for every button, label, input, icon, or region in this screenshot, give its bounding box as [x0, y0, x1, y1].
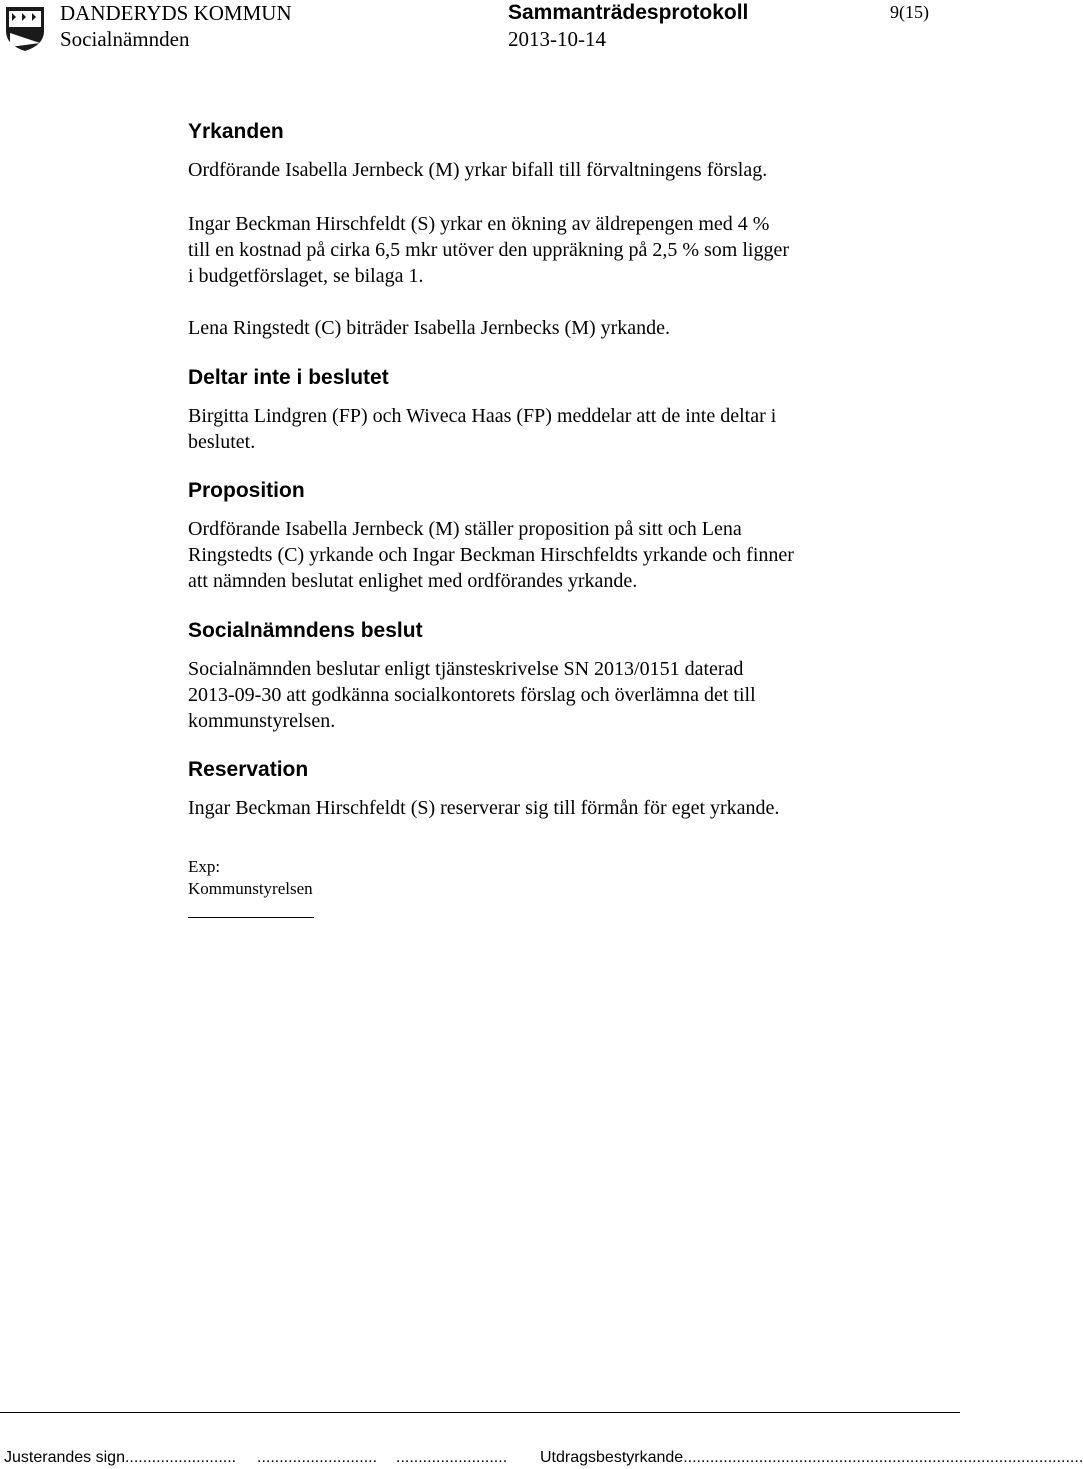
heading-proposition: Proposition [188, 479, 305, 502]
paragraph-line: Ordförande Isabella Jernbeck (M) ställer proposition på sitt och Lena [188, 518, 742, 540]
footer-sign-field-3: ......................... [396, 1449, 508, 1466]
organization-name: DANDERYDS KOMMUN [60, 1, 292, 25]
paragraph-line: Ingar Beckman Hirschfeldt (S) yrkar en ökning av äldrepengen med 4 % [188, 213, 770, 235]
paragraph-yrkanden-2 [188, 211, 888, 289]
meeting-date: 2013-10-14 [508, 27, 606, 51]
signature-line [188, 917, 314, 918]
municipal-coat-of-arms-icon [4, 5, 46, 53]
paragraph-beslut [188, 656, 888, 734]
paragraph-line: Ingar Beckman Hirschfeldt (S) reserverar sig till förmån för eget yrkande. [188, 797, 780, 819]
paragraph-reservation [188, 795, 888, 821]
footer-utdragsbestyrkande: Utdragsbestyrkande.......................................................................................... [540, 1449, 1083, 1466]
footer-sign-field-2: ........................... [257, 1449, 378, 1466]
paragraph-line: Birgitta Lindgren (FP) och Wiveca Haas (FP) meddelar att de inte deltar i [188, 405, 777, 427]
footer-divider [0, 1412, 960, 1413]
heading-reservation: Reservation [188, 758, 309, 781]
paragraph-line: Ordförande Isabella Jernbeck (M) yrkar bifall till förvaltningens förslag. [188, 159, 768, 181]
paragraph-deltar-inte [188, 403, 888, 455]
distribution-label: Exp: [188, 857, 221, 876]
paragraph-line: beslutet. [188, 431, 256, 453]
paragraph-line: Ringstedts (C) yrkande och Ingar Beckman Hirschfeldts yrkande och finner [188, 544, 794, 566]
paragraph-line: Socialnämnden beslutar enligt tjänsteskrivelse SN 2013/0151 daterad [188, 658, 744, 680]
paragraph-line: kommunstyrelsen. [188, 710, 336, 732]
heading-beslut: Socialnämndens beslut [188, 619, 423, 642]
heading-deltar-inte: Deltar inte i beslutet [188, 366, 389, 389]
committee-name: Socialnämnden [60, 27, 190, 51]
paragraph-proposition [188, 516, 888, 594]
paragraph-line: att nämnden beslutat enlighet med ordförandes yrkande. [188, 570, 638, 592]
paragraph-yrkanden-1 [188, 157, 888, 183]
paragraph-line: Lena Ringstedt (C) biträder Isabella Jernbecks (M) yrkande. [188, 317, 671, 339]
footer-justerandes-sign: Justerandes sign......................... [4, 1449, 237, 1466]
paragraph-line: 2013-09-30 att godkänna socialkontorets förslag och överlämna det till [188, 684, 756, 706]
paragraph-line: till en kostnad på cirka 6,5 mkr utöver den uppräkning på 2,5 % som ligger [188, 239, 789, 261]
heading-yrkanden: Yrkanden [188, 120, 284, 143]
paragraph-yrkanden-3 [188, 315, 888, 341]
document-type: Sammanträdesprotokoll [508, 1, 749, 24]
page-number: 9(15) [890, 2, 929, 22]
distribution-recipient: Kommunstyrelsen [188, 879, 313, 898]
paragraph-line: i budgetförslaget, se bilaga 1. [188, 265, 424, 287]
